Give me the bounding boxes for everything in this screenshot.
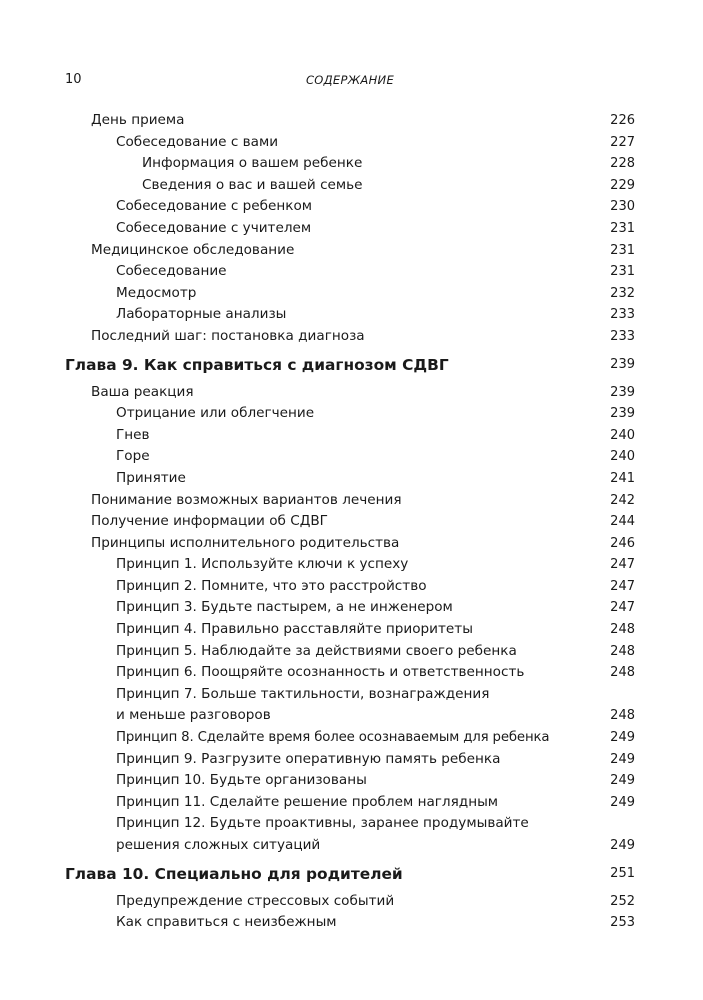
toc-entry-title: Принцип 8. Сделайте время более осознаваемым для ребенка [116,730,550,746]
toc-entry-page: 249 [610,730,635,746]
toc-entry-page: 249 [610,773,635,789]
toc-entry-page: 249 [610,838,635,853]
toc-entry [65,641,635,663]
toc-entry-title: Принципы исполнительного родительства [91,534,400,551]
toc-entry [65,813,635,835]
toc-entry-title: Принятие [116,469,186,486]
toc-entry-page: 246 [610,535,635,551]
toc-entry [65,749,635,771]
toc-entry [65,684,635,706]
toc-entry-title: Принцип 1. Используйте ключи к успеху [116,556,409,573]
toc-entry [65,554,635,576]
toc-entry-title: Ваша реакция [91,383,194,400]
toc-entry-title: Сведения о вас и вашей семье [142,176,363,193]
toc-entry-title: Медицинское обследование [91,241,295,258]
toc-entry-page: 248 [610,665,635,681]
toc-entry-page: 233 [610,328,635,344]
toc-entry-page: 247 [610,557,635,573]
toc-entry-page: 249 [610,794,635,810]
chapter-page: 251 [610,865,635,881]
toc-entry-title: Принцип 12. Будьте проактивны, заранее продумывайте [116,815,529,832]
toc-entry-page: 230 [610,199,635,215]
toc-entry [65,261,635,283]
toc-entry [65,196,635,218]
toc-entry-page: 226 [610,113,635,128]
toc-entry [65,770,635,792]
toc-entry-title: Собеседование с ребенком [116,198,313,215]
toc-entry [65,425,635,447]
chapter-title: Глава 10. Специально для родителей [65,864,403,883]
toc-entry-title: Принцип 4. Правильно расставляйте приоритеты [116,621,473,638]
toc-entry [65,132,635,154]
toc-entry-page: 228 [610,156,635,172]
running-title: СОДЕРЖАНИЕ [305,73,395,87]
toc-entry-title: Лабораторные анализы [116,306,287,323]
toc-entry-title: Информация о вашем ребенке [142,155,363,172]
toc-entry-title: Собеседование с вами [116,133,279,150]
toc-entry [65,597,635,619]
toc-entry-title: Принцип 5. Наблюдайте за действиями своего ребенка [116,642,517,659]
toc-entry-page: 247 [610,578,635,594]
toc-entry [65,533,635,555]
toc-entry-title: Принцип 11. Сделайте решение проблем наглядным [116,793,499,810]
toc-entry [65,891,635,913]
toc-entry [65,110,635,132]
toc-entry-page: 248 [610,708,635,724]
toc-entry-page: 239 [610,406,635,422]
toc-entry-title: Гнев [116,426,150,443]
toc-entry [65,283,635,305]
toc-entry-title: Принцип 7. Больше тактильности, вознаграждения [116,685,490,702]
chapter-page: 239 [610,356,635,372]
toc-entry-page: 241 [610,470,635,486]
toc-entry-page: 239 [610,384,635,400]
toc-entry-page: 231 [610,220,635,236]
page-number: 10 [65,72,82,87]
toc-entry-title: День приема [91,112,185,128]
toc-entry [65,792,635,814]
table-of-contents [65,110,635,934]
toc-entry-page: 240 [610,449,635,465]
toc-entry [65,490,635,512]
toc-entry [65,326,635,348]
toc-entry [65,382,635,404]
toc-entry [65,175,635,197]
toc-entry [65,912,635,934]
toc-entry-title: Получение информации об СДВГ [91,513,328,530]
toc-entry-title: Отрицание или облегчение [116,405,315,422]
toc-entry [65,835,635,857]
toc-entry-page: 240 [610,427,635,443]
toc-entry [65,468,635,490]
toc-entry [65,240,635,262]
toc-entry-page: 252 [610,893,635,909]
toc-entry-page: 231 [610,242,635,258]
toc-entry [65,511,635,533]
toc-entry-page: 248 [610,643,635,659]
toc-entry-title: Предупреждение стрессовых событий [116,892,395,909]
toc-entry-title: Принцип 3. Будьте пастырем, а не инженером [116,599,453,616]
page-header [65,72,635,90]
toc-entry-title: Последний шаг: постановка диагноза [91,327,365,344]
toc-entry-page: 247 [610,600,635,616]
toc-chapter-heading [65,857,635,891]
toc-entry [65,304,635,326]
toc-entry-page: 233 [610,307,635,323]
toc-entry-title: Принцип 2. Помните, что это расстройство [116,577,427,594]
toc-entry-title: Как справиться с неизбежным [116,914,337,931]
toc-entry [65,662,635,684]
toc-entry-page: 249 [610,751,635,767]
toc-chapter-heading [65,348,635,382]
toc-entry-page: 232 [610,285,635,301]
toc-entry [65,576,635,598]
toc-entry-title: Собеседование с учителем [116,219,312,236]
toc-entry-title: Собеседование [116,263,227,280]
toc-entry-title: Принцип 9. Разгрузите оперативную память ребенка [116,750,501,767]
toc-entry-page: 229 [610,177,635,193]
toc-entry-page: 253 [610,915,635,931]
toc-entry [65,403,635,425]
toc-entry [65,153,635,175]
toc-entry-title: Горе [116,448,150,465]
toc-entry [65,705,635,727]
toc-entry-page: 244 [610,514,635,530]
toc-entry-title: Медосмотр [116,284,197,301]
toc-entry [65,446,635,468]
toc-entry-page: 231 [610,264,635,280]
toc-entry-title: и меньше разговоров [116,707,271,724]
toc-entry-title: Принцип 10. Будьте организованы [116,772,367,789]
toc-entry-title: Принцип 6. Поощряйте осознанность и ответственность [116,664,525,681]
toc-entry [65,727,635,749]
toc-entry-page: 248 [610,622,635,638]
toc-entry [65,619,635,641]
toc-entry-title: решения сложных ситуаций [116,837,321,853]
toc-entry-page: 227 [610,134,635,150]
chapter-title: Глава 9. Как справиться с диагнозом СДВГ [65,355,449,374]
toc-entry-page: 242 [610,492,635,508]
toc-entry [65,218,635,240]
toc-entry-title: Понимание возможных вариантов лечения [91,491,402,508]
